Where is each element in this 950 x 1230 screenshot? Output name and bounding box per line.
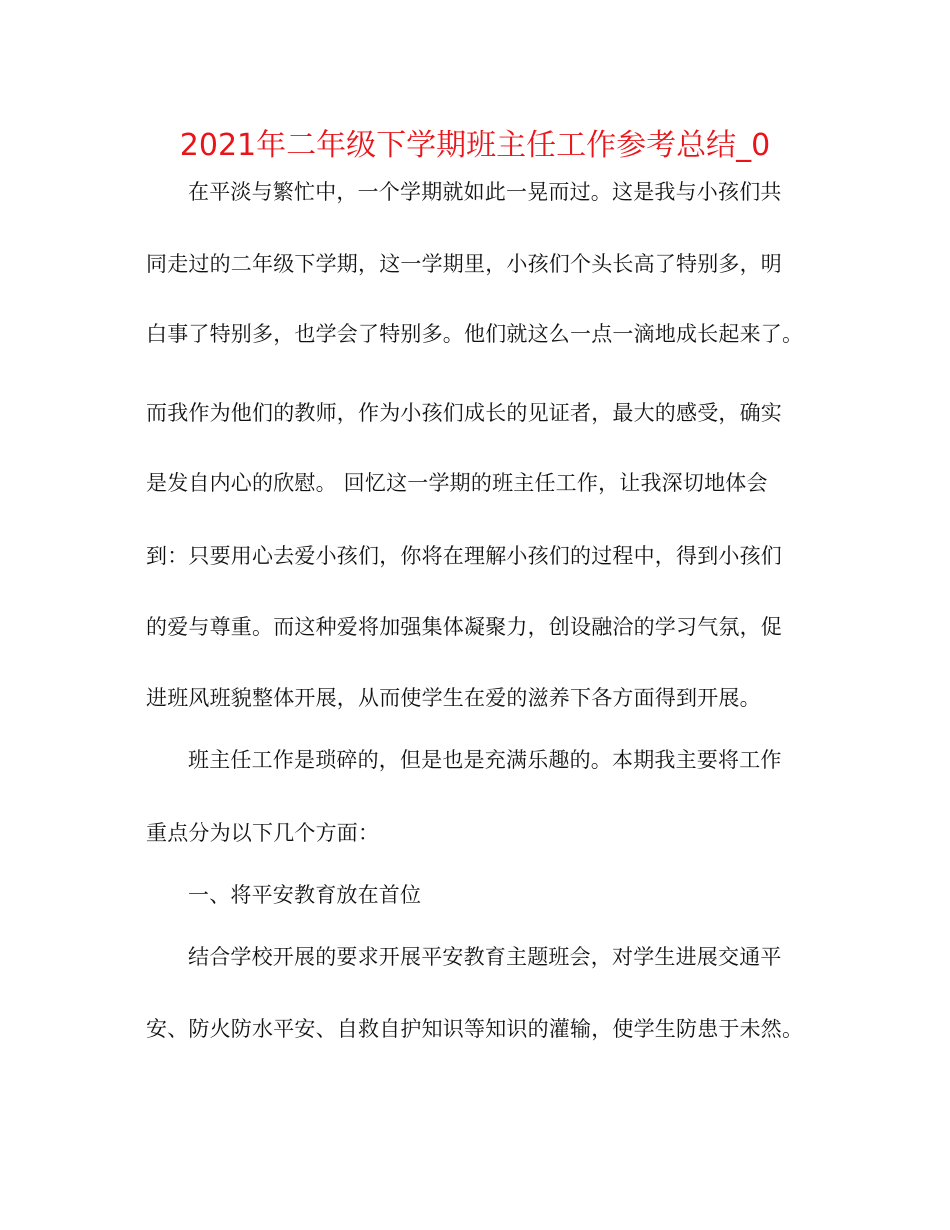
paragraph-line: 安、防火防水平安、自救自护知识等知识的灌输，使学生防患于未然。 xyxy=(146,1017,804,1041)
paragraph-line: 而我作为他们的教师，作为小孩们成长的见证者，最大的感受，确实 xyxy=(146,401,782,425)
paragraph-line: 到：只要用心去爱小孩们，你将在理解小孩们的过程中，得到小孩们 xyxy=(146,544,782,568)
paragraph-line: 重点分为以下几个方面： xyxy=(146,821,380,845)
paragraph-line: 在平淡与繁忙中，一个学期就如此一晃而过。这是我与小孩们共 xyxy=(188,180,782,204)
paragraph-line: 白事了特别多，也学会了特别多。他们就这么一点一滴地成长起来了。 xyxy=(146,322,804,346)
paragraph-line: 进班风班貌整体开展，从而使学生在爱的滋养下各方面得到开展。 xyxy=(146,686,761,710)
paragraph-line: 结合学校开展的要求开展平安教育主题班会，对学生进展交通平 xyxy=(188,945,782,969)
paragraph-line: 同走过的二年级下学期，这一学期里，小孩们个头长高了特别多，明 xyxy=(146,252,782,276)
paragraph-line: 的爱与尊重。而这种爱将加强集体凝聚力，创设融洽的学习气氛，促 xyxy=(146,615,782,639)
document-title: 2021年二年级下学期班主任工作参考总结_0 xyxy=(179,128,771,163)
paragraph-line: 班主任工作是琐碎的，但是也是充满乐趣的。本期我主要将工作 xyxy=(188,748,782,772)
paragraph-line: 是发自内心的欣慰。 回忆这一学期的班主任工作，让我深切地体会 xyxy=(146,471,768,495)
section-heading: 一、将平安教育放在首位 xyxy=(188,883,422,907)
